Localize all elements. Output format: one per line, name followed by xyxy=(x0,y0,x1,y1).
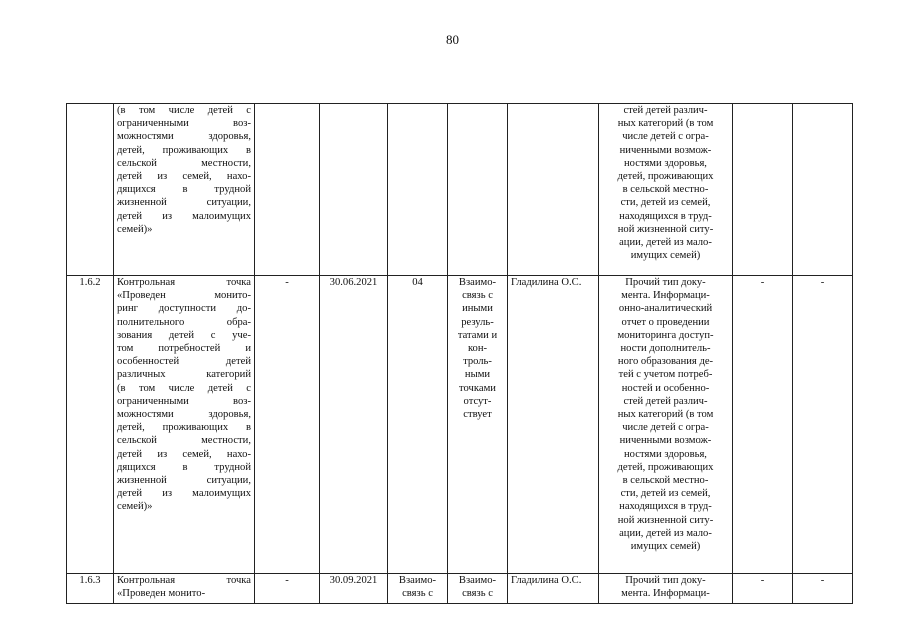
text-line: ностями здоровья, xyxy=(624,448,707,460)
date-cell xyxy=(320,104,388,276)
cell-lines xyxy=(117,574,251,600)
text-line: ации, детей из мало- xyxy=(619,237,712,249)
text-line: точками xyxy=(459,382,496,394)
responsible-cell xyxy=(508,276,599,574)
text-line: Контрольная точка xyxy=(117,277,251,288)
text-line: дящихся в трудной xyxy=(117,461,251,473)
text-line: находящихся в труд- xyxy=(619,501,712,513)
text-line: можностями здоровья, xyxy=(117,131,251,143)
text-line: семей)» xyxy=(117,501,153,513)
text-line: имущих семей) xyxy=(630,250,701,262)
text-line: зования детей с уче- xyxy=(117,329,251,341)
text-line: в сельской местно- xyxy=(622,475,709,487)
cell-lines xyxy=(602,104,729,262)
cell-value: 04 xyxy=(412,277,423,288)
text-line: ностей и особенно- xyxy=(621,382,710,394)
text-line: в сельской местно- xyxy=(622,184,709,196)
text-line: сельской местности, xyxy=(117,435,251,447)
text-line: ных категорий (в том xyxy=(617,118,714,130)
cell-value: - xyxy=(820,575,825,586)
text-line: числе детей с огра- xyxy=(622,422,709,434)
cell-lines xyxy=(602,574,729,600)
text-line: Прочий тип доку- xyxy=(625,575,706,586)
col10-cell xyxy=(793,574,853,604)
text-line: ниченными возмож- xyxy=(619,144,712,156)
text-line: стей детей различ- xyxy=(623,105,708,116)
text-line: ности дополнитель- xyxy=(620,343,711,355)
cell-lines xyxy=(391,574,444,600)
text-line: стей детей различ- xyxy=(623,395,708,407)
text-line: различных категорий xyxy=(117,369,251,381)
col9-cell xyxy=(733,104,793,276)
cell-lines xyxy=(451,276,504,421)
text-line: троль- xyxy=(463,356,492,368)
text-line: ными xyxy=(464,369,491,381)
text-line: детей, проживающих в xyxy=(117,144,251,156)
text-line: «Проведен монито- xyxy=(117,290,251,302)
text-line: мента. Информаци- xyxy=(621,290,710,302)
cell-value: Гладилина О.С. xyxy=(511,277,582,288)
row-number-cell xyxy=(67,276,114,574)
responsible-cell xyxy=(508,104,599,276)
text-line: числе детей с огра- xyxy=(622,131,709,143)
cell-lines xyxy=(117,104,251,236)
text-line: детей, проживающих xyxy=(617,171,714,183)
table-row xyxy=(67,104,853,276)
col9-cell xyxy=(733,574,793,604)
text-line: детей из малоимущих xyxy=(117,488,251,500)
text-line: полнительного обра- xyxy=(117,316,251,328)
text-line: сти, детей из семей, xyxy=(620,197,711,209)
text-line: семей)» xyxy=(117,223,153,235)
col10-cell xyxy=(793,104,853,276)
text-line: имущих семей) xyxy=(630,541,701,553)
text-line: «Проведен монито- xyxy=(117,588,206,600)
text-line: детей, проживающих xyxy=(617,461,714,473)
text-line: ации, детей из мало- xyxy=(619,527,712,539)
cell-value: - xyxy=(760,575,765,586)
text-line: мониторинга доступ- xyxy=(617,329,714,341)
page-number: 80 xyxy=(446,32,459,47)
text-line: можностями здоровья, xyxy=(117,409,251,421)
text-line: Взаимо- xyxy=(398,575,437,586)
table-row xyxy=(67,276,853,574)
result-cell xyxy=(599,276,733,574)
text-line: Взаимо- xyxy=(458,277,497,288)
text-line: ринг доступности до- xyxy=(117,303,251,315)
date-cell xyxy=(320,574,388,604)
text-line: ной жизненной ситу- xyxy=(617,514,714,526)
name-cell xyxy=(114,276,255,574)
text-line: связь с xyxy=(402,588,433,600)
result-cell xyxy=(599,104,733,276)
text-line: том потребностей и xyxy=(117,343,251,355)
cell-lines xyxy=(117,276,251,514)
text-line: сти, детей из семей, xyxy=(620,488,711,500)
cell-value: - xyxy=(820,277,825,288)
cell-lines xyxy=(602,276,729,553)
plan-table xyxy=(66,103,853,604)
col3-cell xyxy=(255,104,320,276)
text-line: связь с xyxy=(462,290,493,302)
cell-value: 30.09.2021 xyxy=(329,575,378,586)
col3-cell xyxy=(255,574,320,604)
text-line: ствует xyxy=(463,409,492,421)
text-line: ниченными возмож- xyxy=(619,435,712,447)
text-line: иными xyxy=(462,303,493,315)
link-cell xyxy=(448,276,508,574)
text-line: Контрольная точка xyxy=(117,575,251,586)
text-line: детей из семей, нахо- xyxy=(117,448,251,460)
row-number-cell xyxy=(67,574,114,604)
cell-value: 1.6.3 xyxy=(79,575,101,586)
cell-value: - xyxy=(285,277,289,288)
col10-cell xyxy=(793,276,853,574)
table-row xyxy=(67,574,853,604)
code-cell xyxy=(388,104,448,276)
text-line: детей из семей, нахо- xyxy=(117,171,251,183)
text-line: кон- xyxy=(467,343,488,355)
text-line: сельской местности, xyxy=(117,157,251,169)
text-line: ной жизненной ситу- xyxy=(617,223,714,235)
code-cell xyxy=(388,574,448,604)
name-cell xyxy=(114,104,255,276)
text-line: (в том числе детей с xyxy=(117,105,251,116)
row-number-cell xyxy=(67,104,114,276)
text-line: тей с учетом потреб- xyxy=(618,369,713,381)
text-line: Взаимо- xyxy=(458,575,497,586)
text-line: ных категорий (в том xyxy=(617,409,714,421)
text-line: ограниченными воз- xyxy=(117,395,251,407)
cell-value: 30.06.2021 xyxy=(329,277,378,288)
text-line: отчет о проведении xyxy=(621,316,710,328)
text-line: татами и xyxy=(457,329,498,341)
text-line: находящихся в труд- xyxy=(619,210,712,222)
cell-value: 1.6.2 xyxy=(79,277,101,288)
text-line: мента. Информаци- xyxy=(621,588,710,600)
col3-cell xyxy=(255,276,320,574)
cell-value: - xyxy=(285,575,289,586)
text-line: особенностей детей xyxy=(117,356,251,368)
result-cell xyxy=(599,574,733,604)
text-line: детей, проживающих в xyxy=(117,422,251,434)
cell-value: Гладилина О.С. xyxy=(511,575,582,586)
text-line: ного образования де- xyxy=(617,356,714,368)
link-cell xyxy=(448,104,508,276)
date-cell xyxy=(320,276,388,574)
text-line: дящихся в трудной xyxy=(117,184,251,196)
text-line: жизненной ситуации, xyxy=(117,197,251,209)
text-line: ностями здоровья, xyxy=(624,157,707,169)
cell-lines xyxy=(451,574,504,600)
text-line: детей из малоимущих xyxy=(117,210,251,222)
text-line: Прочий тип доку- xyxy=(625,277,706,288)
text-line: связь с xyxy=(462,588,493,600)
text-line: отсут- xyxy=(463,395,492,407)
code-cell xyxy=(388,276,448,574)
text-line: резуль- xyxy=(461,316,494,328)
text-line: ограниченными воз- xyxy=(117,118,251,130)
text-line: онно-аналитический xyxy=(618,303,713,315)
name-cell xyxy=(114,574,255,604)
link-cell xyxy=(448,574,508,604)
responsible-cell xyxy=(508,574,599,604)
text-line: жизненной ситуации, xyxy=(117,475,251,487)
cell-value: - xyxy=(760,277,765,288)
text-line: (в том числе детей с xyxy=(117,382,251,394)
col9-cell xyxy=(733,276,793,574)
